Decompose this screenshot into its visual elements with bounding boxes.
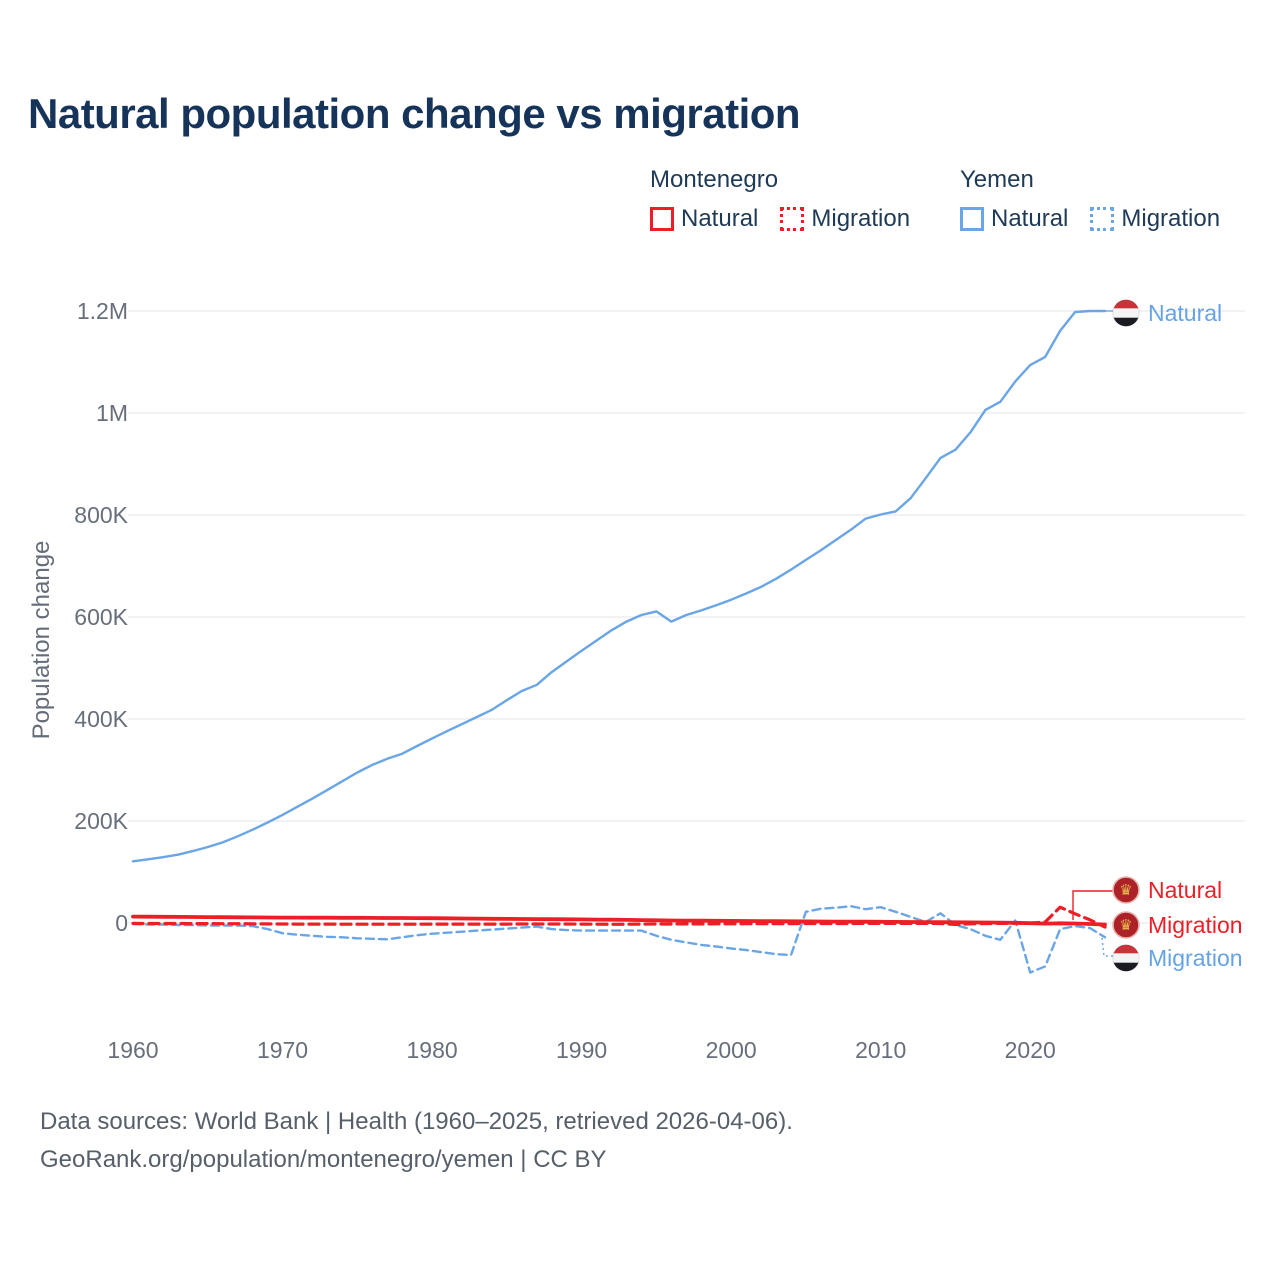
x-axis-tick-label: 1960 — [107, 1037, 159, 1063]
montenegro-flag-icon — [1112, 876, 1140, 904]
yemen-flag-icon — [1112, 299, 1140, 327]
y-axis-tick-label: 200K — [74, 808, 128, 834]
x-axis-tick-label: 1990 — [556, 1037, 608, 1063]
legend-country-yemen: Yemen — [960, 166, 1034, 193]
y-axis-tick-label: 1.2M — [76, 298, 128, 324]
page-title: Natural population change vs migration — [28, 90, 801, 137]
svg-text:♛: ♛ — [1119, 916, 1133, 934]
montenegro-flag-icon — [1112, 911, 1140, 939]
x-axis-tick-label: 2010 — [855, 1037, 907, 1063]
annotation-yemen-migration — [1112, 944, 1243, 972]
y-axis-tick-label: 400K — [74, 706, 128, 732]
footer-attribution-line: GeoRank.org/population/montenegro/yemen | CC BY — [40, 1146, 607, 1173]
y-axis-title: Population change — [28, 540, 55, 740]
annotation-montenegro-migration — [1112, 911, 1243, 939]
legend-label-montenegro-natural[interactable]: Natural — [681, 205, 759, 232]
annotation-label-montenegro-migration: Migration — [1148, 912, 1243, 938]
y-axis-tick-label: 600K — [74, 604, 128, 630]
footer-source-line: Data sources: World Bank | Health (1960–2025, retrieved 2026-04-06). — [40, 1108, 793, 1135]
y-axis-tick-label: 800K — [74, 502, 128, 528]
annotation-label-montenegro-natural: Natural — [1148, 877, 1223, 903]
yemen-flag-icon — [1112, 944, 1140, 972]
series-line-yemen-natural — [133, 311, 1105, 861]
y-axis-tick-label: 1M — [96, 400, 128, 426]
x-axis-tick-label: 1980 — [406, 1037, 458, 1063]
legend-label-yemen-migration[interactable]: Migration — [1121, 205, 1221, 232]
x-axis-tick-label: 2020 — [1004, 1037, 1056, 1063]
annotation-yemen-natural — [1112, 299, 1222, 327]
annotation-label-yemen-migration: Migration — [1148, 945, 1243, 971]
x-axis-tick-label: 1970 — [256, 1037, 309, 1063]
legend-country-montenegro: Montenegro — [650, 166, 779, 193]
x-axis-tick-label: 2000 — [705, 1037, 757, 1063]
legend-label-montenegro-migration[interactable]: Migration — [811, 205, 911, 232]
annotation-label-yemen-natural: Natural — [1148, 300, 1223, 326]
annotation-montenegro-natural — [1112, 876, 1222, 904]
legend-label-yemen-natural[interactable]: Natural — [991, 205, 1069, 232]
y-axis-tick-label: 0 — [115, 910, 128, 936]
svg-text:♛: ♛ — [1119, 881, 1133, 899]
